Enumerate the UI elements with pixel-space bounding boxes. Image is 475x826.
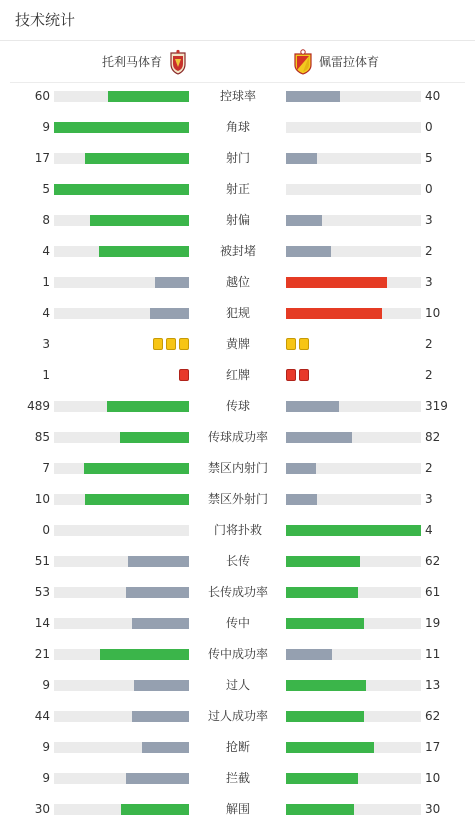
away-bar-fill: [286, 153, 317, 164]
home-bar-track: [54, 742, 189, 753]
home-value: 0: [42, 523, 50, 537]
home-value: 9: [42, 120, 50, 134]
away-bar-track: [286, 122, 421, 133]
away-bar-track: [286, 153, 421, 164]
home-bar-fill: [100, 649, 189, 660]
home-value: 7: [42, 461, 50, 475]
stat-label: 射正: [225, 182, 250, 196]
away-bar-fill: [286, 618, 364, 629]
home-bar-track: [54, 153, 189, 164]
stat-label: 角球: [225, 120, 250, 134]
stat-row: [0, 546, 475, 577]
home-bar-fill: [142, 742, 189, 753]
stat-row: [0, 453, 475, 484]
home-value: 14: [34, 616, 50, 630]
home-bar-fill: [128, 556, 189, 567]
stat-label: 长传: [225, 554, 250, 568]
away-cards: [286, 338, 309, 351]
home-bar-track: [54, 680, 189, 691]
away-value: 82: [425, 430, 441, 444]
away-value: 10: [425, 771, 441, 785]
away-bar-track: [286, 246, 421, 257]
away-value: 3: [425, 275, 433, 289]
home-value: 9: [42, 678, 50, 692]
teams-header: [10, 41, 465, 83]
home-value: 9: [42, 740, 50, 754]
home-value: 3: [42, 337, 50, 351]
away-bar-track: [286, 773, 421, 784]
home-value: 5: [42, 182, 50, 196]
home-bar-fill: [120, 432, 189, 443]
page-title: 技术统计: [0, 0, 475, 41]
stat-label: 门将扑救: [213, 523, 262, 537]
away-bar-fill: [286, 308, 382, 319]
home-bar-track: [54, 618, 189, 629]
home-bar-fill: [54, 122, 189, 133]
stat-label: 过人成功率: [207, 709, 268, 723]
home-bar-fill: [99, 246, 189, 257]
away-value: 40: [425, 89, 441, 103]
away-bar-fill: [286, 804, 354, 815]
stat-label: 射偏: [225, 213, 250, 227]
stat-label: 拦截: [225, 771, 250, 785]
stat-row: [0, 391, 475, 422]
stat-row: [0, 732, 475, 763]
stat-row: [0, 794, 475, 825]
away-value: 0: [425, 182, 433, 196]
home-bar-track: [54, 122, 189, 133]
home-value: 51: [34, 554, 50, 568]
stat-row: [0, 298, 475, 329]
away-bar-fill: [286, 587, 358, 598]
away-cards: [286, 369, 309, 382]
stat-label: 红牌: [225, 368, 250, 382]
away-value: 319: [425, 399, 448, 413]
away-bar-track: [286, 277, 421, 288]
away-bar-track: [286, 556, 421, 567]
stats-list: [0, 81, 475, 825]
home-bar-track: [54, 463, 189, 474]
away-bar-fill: [286, 556, 360, 567]
away-bar-track: [286, 711, 421, 722]
stat-row: [0, 81, 475, 112]
away-value: 4: [425, 523, 433, 537]
away-bar-track: [286, 618, 421, 629]
away-bar-track: [286, 742, 421, 753]
red-card-icon: [299, 369, 309, 381]
away-bar-fill: [286, 401, 339, 412]
home-bar-fill: [150, 308, 189, 319]
home-bar-fill: [85, 153, 189, 164]
away-value: 0: [425, 120, 433, 134]
home-value: 53: [34, 585, 50, 599]
yellow-card-icon: [299, 338, 309, 350]
home-bar-fill: [132, 711, 189, 722]
away-value: 30: [425, 802, 441, 816]
away-bar-track: [286, 91, 421, 102]
stat-label: 禁区内射门: [207, 461, 268, 475]
stat-label: 被封堵: [219, 244, 256, 258]
away-bar-fill: [286, 432, 352, 443]
home-team-name: 托利马体育: [102, 55, 163, 69]
stat-row: [0, 329, 475, 360]
stat-row: [0, 360, 475, 391]
stat-row: [0, 639, 475, 670]
home-value: 4: [42, 244, 50, 258]
home-value: 17: [34, 151, 50, 165]
home-bar-track: [54, 587, 189, 598]
away-bar-track: [286, 587, 421, 598]
home-value: 60: [34, 89, 50, 103]
away-value: 62: [425, 709, 441, 723]
home-cards: [153, 338, 189, 351]
stat-row: [0, 608, 475, 639]
home-cards: [179, 369, 189, 382]
stat-label: 越位: [225, 275, 250, 289]
home-value: 21: [34, 647, 50, 661]
stat-row: [0, 267, 475, 298]
stat-row: [0, 763, 475, 794]
stat-row: [0, 422, 475, 453]
away-value: 13: [425, 678, 441, 692]
stat-label: 传中成功率: [207, 647, 268, 661]
away-value: 3: [425, 492, 433, 506]
red-card-icon: [179, 369, 189, 381]
stat-label: 传球: [225, 399, 250, 413]
home-bar-track: [54, 277, 189, 288]
stat-label: 过人: [225, 678, 250, 692]
away-bar-fill: [286, 494, 317, 505]
home-bar-track: [54, 91, 189, 102]
away-value: 2: [425, 368, 433, 382]
pereira-crest-icon: [293, 49, 313, 75]
home-bar-track: [54, 649, 189, 660]
away-bar-track: [286, 649, 421, 660]
away-bar-fill: [286, 463, 316, 474]
home-bar-track: [54, 308, 189, 319]
away-bar-track: [286, 308, 421, 319]
stat-label: 禁区外射门: [207, 492, 268, 506]
away-bar-track: [286, 680, 421, 691]
home-value: 44: [34, 709, 50, 723]
away-value: 62: [425, 554, 441, 568]
away-bar-fill: [286, 711, 364, 722]
home-bar-fill: [90, 215, 189, 226]
home-bar-fill: [108, 91, 189, 102]
away-bar-fill: [286, 649, 332, 660]
yellow-card-icon: [179, 338, 189, 350]
away-value: 5: [425, 151, 433, 165]
away-value: 19: [425, 616, 441, 630]
away-value: 10: [425, 306, 441, 320]
away-bar-track: [286, 401, 421, 412]
stat-label: 犯规: [225, 306, 250, 320]
home-team[interactable]: [102, 41, 188, 82]
home-bar-track: [54, 215, 189, 226]
home-value: 30: [34, 802, 50, 816]
away-team-name: 佩雷拉体育: [319, 55, 380, 69]
away-bar-track: [286, 432, 421, 443]
home-bar-fill: [126, 587, 189, 598]
stat-row: [0, 577, 475, 608]
away-bar-track: [286, 804, 421, 815]
red-card-icon: [286, 369, 296, 381]
away-bar-track: [286, 215, 421, 226]
stat-row: [0, 484, 475, 515]
away-value: 61: [425, 585, 441, 599]
away-value: 2: [425, 461, 433, 475]
away-bar-fill: [286, 680, 366, 691]
home-bar-track: [54, 525, 189, 536]
away-bar-fill: [286, 277, 387, 288]
stat-label: 传中: [225, 616, 250, 630]
stat-row: [0, 143, 475, 174]
stat-row: [0, 205, 475, 236]
home-value: 1: [42, 275, 50, 289]
home-bar-track: [54, 494, 189, 505]
away-bar-track: [286, 494, 421, 505]
home-bar-track: [54, 246, 189, 257]
away-value: 11: [425, 647, 441, 661]
away-value: 17: [425, 740, 441, 754]
home-bar-fill: [155, 277, 189, 288]
stat-row: [0, 515, 475, 546]
stat-label: 黄牌: [225, 337, 250, 351]
home-value: 8: [42, 213, 50, 227]
home-bar-track: [54, 556, 189, 567]
home-bar-track: [54, 432, 189, 443]
stat-label: 控球率: [219, 89, 256, 103]
home-bar-track: [54, 711, 189, 722]
away-bar-fill: [286, 246, 331, 257]
home-value: 10: [34, 492, 50, 506]
stat-label: 长传成功率: [207, 585, 268, 599]
home-bar-track: [54, 184, 189, 195]
away-value: 3: [425, 213, 433, 227]
home-value: 9: [42, 771, 50, 785]
home-value: 85: [34, 430, 50, 444]
away-bar-track: [286, 184, 421, 195]
home-bar-fill: [121, 804, 189, 815]
home-bar-fill: [132, 618, 189, 629]
home-value: 4: [42, 306, 50, 320]
home-bar-fill: [134, 680, 189, 691]
stat-label: 射门: [225, 151, 250, 165]
away-bar-fill: [286, 773, 358, 784]
away-bar-fill: [286, 91, 340, 102]
home-bar-track: [54, 401, 189, 412]
home-value: 1: [42, 368, 50, 382]
away-bar-track: [286, 463, 421, 474]
stat-label: 传球成功率: [207, 430, 268, 444]
away-value: 2: [425, 244, 433, 258]
yellow-card-icon: [166, 338, 176, 350]
stat-label: 解围: [225, 802, 250, 816]
stat-row: [0, 174, 475, 205]
home-bar-fill: [107, 401, 189, 412]
yellow-card-icon: [153, 338, 163, 350]
away-value: 2: [425, 337, 433, 351]
home-bar-fill: [54, 184, 189, 195]
away-bar-fill: [286, 525, 421, 536]
away-bar-track: [286, 525, 421, 536]
stat-row: [0, 236, 475, 267]
home-bar-fill: [126, 773, 189, 784]
away-bar-fill: [286, 742, 374, 753]
away-bar-fill: [286, 215, 322, 226]
stat-label: 抢断: [225, 740, 250, 754]
away-team[interactable]: [293, 41, 379, 82]
home-bar-fill: [84, 463, 189, 474]
home-bar-track: [54, 804, 189, 815]
tolima-crest-icon: [168, 49, 188, 75]
stat-row: [0, 112, 475, 143]
home-value: 489: [27, 399, 50, 413]
stat-row: [0, 701, 475, 732]
home-bar-track: [54, 773, 189, 784]
stat-row: [0, 670, 475, 701]
home-bar-fill: [85, 494, 189, 505]
yellow-card-icon: [286, 338, 296, 350]
